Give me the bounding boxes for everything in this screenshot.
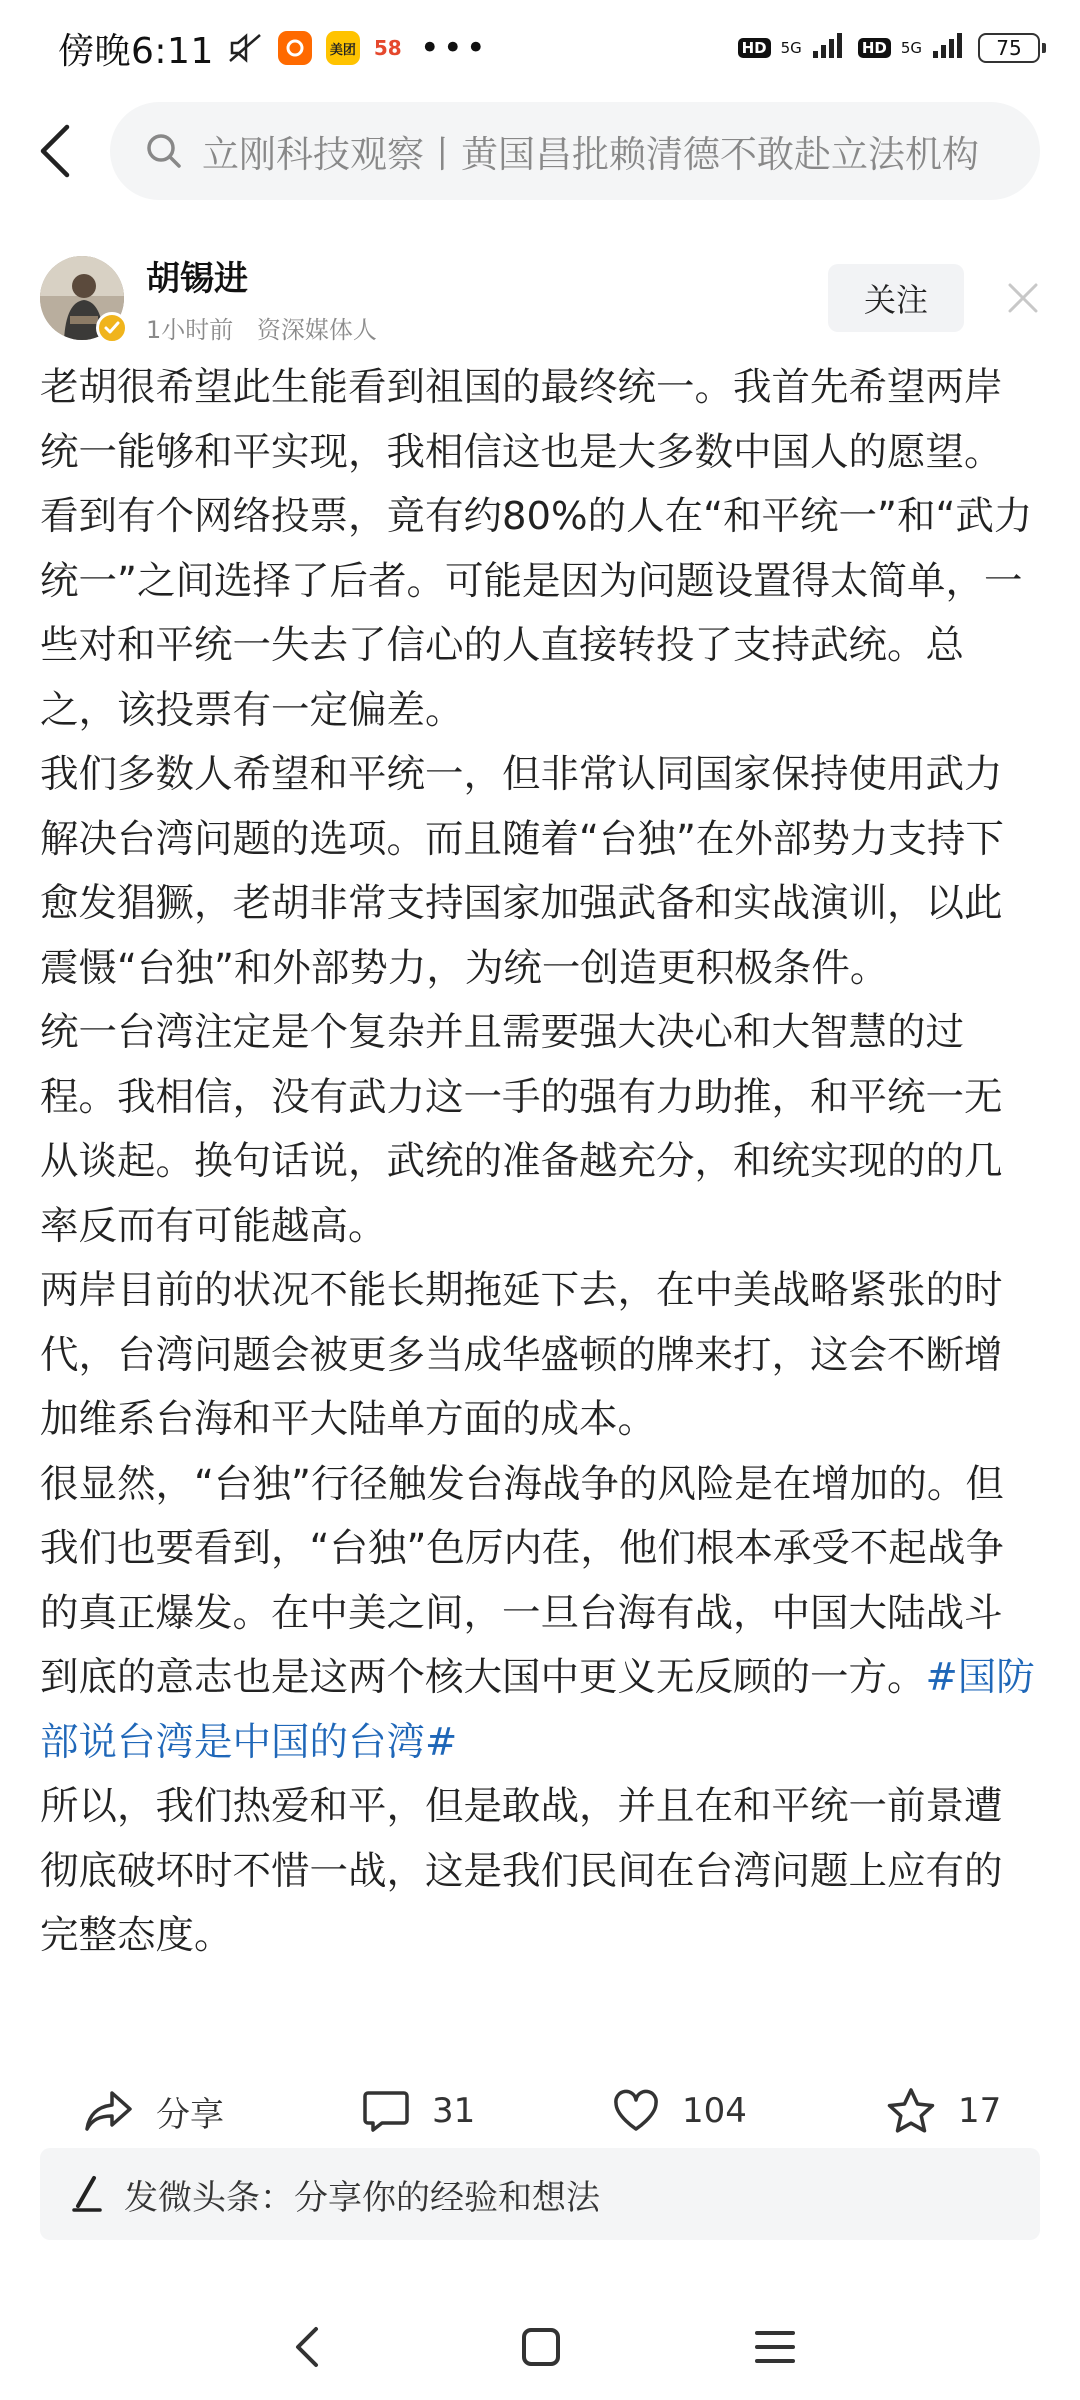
article-paragraph-6: 所以，我们热爱和平，但是敢战，并且在和平统一前景遭彻底破坏时不惜一战，这是我们民间在台湾问题上应有的完整态度。 bbox=[40, 1784, 1003, 1958]
article-paragraph-3: 统一台湾注定是个复杂并且需要强大决心和大智慧的过程。我相信，没有武力这一手的强有力助推，和平统一无从谈起。换句话说，武统的准备越充分，和统实现的的几率反而有可能越高。 bbox=[40, 1010, 1003, 1249]
verified-badge-icon bbox=[96, 312, 128, 344]
dismiss-button[interactable] bbox=[1006, 281, 1040, 315]
post-time: 1小时前 bbox=[146, 316, 234, 344]
battery-level: 75 bbox=[996, 36, 1022, 60]
favorite-count: 17 bbox=[958, 2091, 1002, 2131]
star-icon bbox=[886, 2087, 936, 2135]
signal-icon-2 bbox=[932, 28, 968, 68]
pen-icon bbox=[70, 2174, 106, 2214]
share-label: 分享 bbox=[156, 2094, 224, 2135]
article-paragraph-5-text: 很显然，“台独”行径触发台海战争的风险是在增加的。但我们也要看到，“台独”色厉内荏，他们根本承受不起战争的真正爆发。在中美之间，一旦台海有战，中国大陆战斗到底的意志也是这两个核大国中更义无反顾的一方。 bbox=[40, 1461, 1004, 1700]
share-icon bbox=[84, 2089, 134, 2133]
article-paragraph-4: 两岸目前的状况不能长期拖延下去，在中美战略紧张的时代，台湾问题会被更多当成华盛顿的牌来打，这会不断增加维系台海和平大陆单方面的成本。 bbox=[40, 1268, 1003, 1442]
follow-button[interactable]: 关注 bbox=[828, 264, 964, 332]
nav-menu-button[interactable] bbox=[740, 2312, 810, 2382]
comment-icon bbox=[362, 2089, 410, 2133]
author-title: 资深媒体人 bbox=[256, 316, 377, 344]
hashtag-link[interactable]: #国防部说台湾是中国的台湾# bbox=[40, 1655, 1035, 1765]
action-bar bbox=[0, 2066, 1080, 2156]
comment-button[interactable] bbox=[362, 2089, 475, 2133]
share-button[interactable] bbox=[84, 2087, 224, 2136]
back-button[interactable] bbox=[0, 96, 110, 206]
author-meta bbox=[146, 310, 377, 345]
more-notifications-icon: ••• bbox=[419, 28, 489, 68]
signal-icon bbox=[812, 28, 848, 68]
like-count: 104 bbox=[682, 2091, 747, 2131]
hd-icon: HD bbox=[738, 38, 771, 58]
nav-home-button[interactable] bbox=[506, 2312, 576, 2382]
search-text: 立刚科技观察丨黄国昌批赖清德不敢赴立法机构 bbox=[202, 133, 979, 176]
battery-icon bbox=[978, 33, 1040, 63]
article-paragraph-5 bbox=[40, 1453, 1040, 1776]
article-body bbox=[40, 356, 1040, 1969]
network-label-2: 5G bbox=[900, 39, 922, 57]
chevron-left-icon bbox=[37, 123, 73, 179]
search-icon bbox=[144, 131, 184, 171]
nav-back-icon bbox=[292, 2325, 322, 2369]
nav-menu-icon bbox=[753, 2327, 797, 2367]
hd-icon-2: HD bbox=[858, 38, 891, 58]
nav-home-icon bbox=[519, 2325, 563, 2369]
author-name[interactable]: 胡锡进 bbox=[146, 259, 248, 299]
top-bar bbox=[0, 96, 1080, 206]
article-paragraph-2: 我们多数人希望和平统一，但非常认同国家保持使用武力解决台湾问题的选项。而且随着“台独”在外部势力支持下愈发猖獗，老胡非常支持国家加强武备和实战演训，以此震慑“台独”和外部势力，为统一创造更积极条件。 bbox=[40, 752, 1004, 991]
mute-icon bbox=[226, 31, 264, 65]
post-composer[interactable] bbox=[40, 2148, 1040, 2240]
app-58-icon: 58 bbox=[374, 31, 402, 65]
system-nav-bar bbox=[0, 2290, 1080, 2400]
author-header bbox=[40, 248, 1040, 348]
network-label: 5G bbox=[780, 39, 802, 57]
close-icon bbox=[1006, 281, 1040, 315]
app-notification-icon bbox=[278, 31, 312, 65]
avatar[interactable] bbox=[40, 256, 124, 340]
search-bar[interactable] bbox=[110, 102, 1040, 200]
status-time: 傍晚6:11 bbox=[58, 30, 214, 72]
comment-count: 31 bbox=[432, 2091, 476, 2131]
composer-placeholder: 发微头条：分享你的经验和想法 bbox=[124, 2177, 600, 2218]
status-bar bbox=[0, 0, 1080, 96]
like-button[interactable] bbox=[612, 2089, 747, 2133]
favorite-button[interactable] bbox=[886, 2087, 1001, 2135]
heart-icon bbox=[612, 2089, 660, 2133]
nav-back-button[interactable] bbox=[272, 2312, 342, 2382]
article-paragraph-1: 老胡很希望此生能看到祖国的最终统一。我首先希望两岸统一能够和平实现，我相信这也是大多数中国人的愿望。看到有个网络投票，竟有约80%的人在“和平统一”和“武力统一”之间选择了后者。可能是因为问题设置得太简单，一些对和平统一失去了信心的人直接转投了支持武统。总之，该投票有一定偏差。 bbox=[40, 365, 1033, 733]
meituan-icon: 美团 bbox=[326, 31, 360, 65]
